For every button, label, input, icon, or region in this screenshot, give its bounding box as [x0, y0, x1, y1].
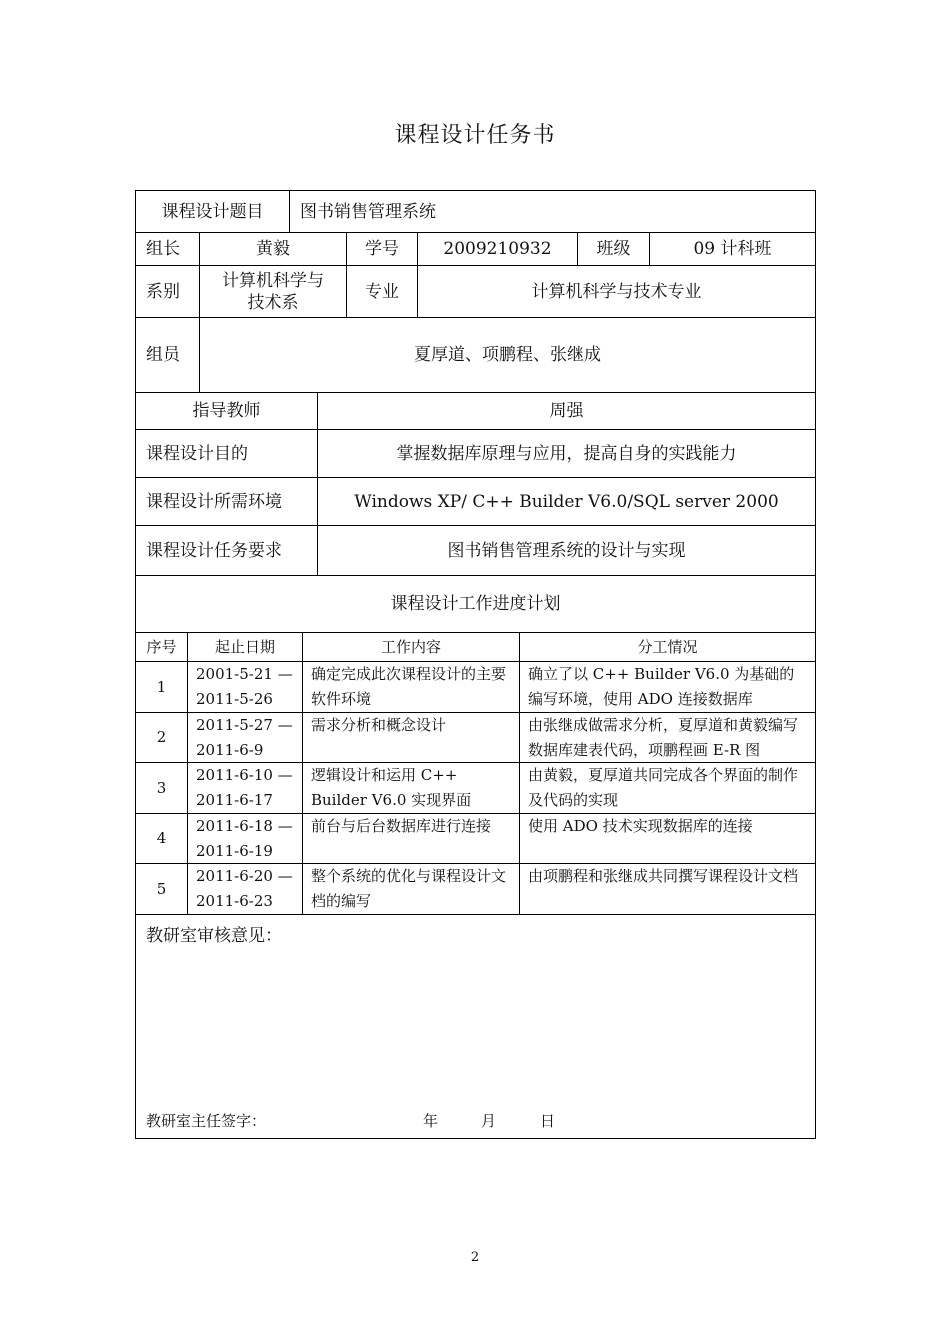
table-row: [135, 763, 816, 814]
teacher-label: 指导教师: [192, 401, 261, 421]
col-header-dates: 起止日期: [187, 633, 302, 661]
row-dates: [187, 814, 302, 863]
row-start: 2011-5-27 —: [196, 716, 293, 734]
col-header-division: 分工情况: [519, 633, 815, 661]
student-id-label: 学号: [346, 233, 417, 265]
purpose-row: [135, 430, 816, 478]
row-content: 整个系统的优化与课程设计文档的编写: [302, 864, 519, 914]
row-no: 5: [156, 879, 167, 898]
col-header-content: 工作内容: [302, 633, 519, 661]
requirements-row: [135, 526, 816, 576]
members-value: 夏厚道、项鹏程、张继成: [199, 318, 815, 392]
major-label: 专业: [346, 266, 417, 317]
student-id-value: 2009210932: [417, 233, 577, 265]
row-dates: [187, 864, 302, 914]
topic-label: 课程设计题目: [161, 201, 264, 222]
row-content: 前台与后台数据库进行连接: [302, 814, 519, 863]
table-row: [135, 662, 816, 713]
leader-row: [135, 233, 816, 266]
month-label: 月: [481, 1112, 497, 1130]
page-title: 课程设计任务书: [394, 123, 556, 148]
row-start: 2011-6-20 —: [196, 867, 293, 885]
topic-value: 图书销售管理系统: [289, 191, 815, 232]
review-section: [135, 915, 816, 1139]
year-label: 年: [423, 1112, 439, 1130]
row-no: 4: [156, 829, 167, 847]
row-end: 2011-6-19: [196, 842, 273, 860]
task-form-table: [135, 190, 816, 1139]
row-dates: [187, 713, 302, 762]
row-end: 2011-6-9: [196, 741, 264, 759]
table-row: [135, 814, 816, 864]
row-dates: [187, 662, 302, 712]
row-start: 2001-5-21 —: [196, 665, 293, 683]
dept-value: 计算机科学与技术系: [199, 266, 346, 317]
col-header-no: 序号: [146, 637, 177, 656]
row-division: 由项鹏程和张继成共同撰写课程设计文档: [519, 864, 815, 914]
day-label: 日: [540, 1112, 556, 1130]
teacher-value: 周强: [317, 393, 815, 429]
environment-value: Windows XP/ C++ Builder V6.0/SQL server 2000: [317, 478, 815, 525]
environment-label: 课程设计所需环境: [146, 491, 282, 512]
leader-label: 组长: [146, 239, 180, 259]
row-end: 2011-6-17: [196, 791, 273, 809]
row-division: 使用 ADO 技术实现数据库的连接: [519, 814, 815, 863]
row-end: 2011-6-23: [196, 892, 273, 910]
dept-row: [135, 266, 816, 318]
requirements-value: 图书销售管理系统的设计与实现: [317, 526, 815, 575]
teacher-row: [135, 393, 816, 430]
class-value: 09 计科班: [649, 233, 815, 265]
dept-label: 系别: [146, 281, 180, 302]
schedule-header-row: [135, 633, 816, 662]
row-no: 3: [156, 778, 167, 797]
row-division: 确立了以 C++ Builder V6.0 为基础的编写环境，使用 ADO 连接数据库: [519, 662, 815, 712]
environment-row: [135, 478, 816, 526]
table-row: [135, 864, 816, 915]
row-division: 由张继成做需求分析，夏厚道和黄毅编写数据库建表代码，项鹏程画 E-R 图: [519, 713, 815, 762]
signature-label: 教研室主任签字：: [146, 1112, 267, 1130]
schedule-heading: 课程设计工作进度计划: [390, 594, 561, 614]
row-content: 需求分析和概念设计: [302, 713, 519, 762]
row-start: 2011-6-10 —: [196, 766, 293, 784]
page-number: 2: [470, 1250, 480, 1265]
class-label: 班级: [577, 233, 649, 265]
row-end: 2011-5-26: [196, 690, 273, 708]
purpose-value: 掌握数据库原理与应用，提高自身的实践能力: [317, 430, 815, 477]
row-content: 确定完成此次课程设计的主要软件环境: [302, 662, 519, 712]
row-no: 1: [156, 677, 167, 696]
purpose-label: 课程设计目的: [146, 443, 248, 464]
signature-line: [146, 1110, 806, 1130]
table-row: [135, 713, 816, 763]
review-label: 教研室审核意见：: [146, 926, 282, 946]
leader-value: 黄毅: [199, 233, 346, 265]
members-label: 组员: [146, 345, 180, 365]
row-division: 由黄毅，夏厚道共同完成各个界面的制作及代码的实现: [519, 763, 815, 813]
row-no: 2: [156, 728, 167, 746]
schedule-heading-row: [135, 576, 816, 633]
topic-row: [135, 190, 816, 233]
row-start: 2011-6-18 —: [196, 817, 293, 835]
major-value: 计算机科学与技术专业: [417, 266, 815, 317]
members-row: [135, 318, 816, 393]
row-dates: [187, 763, 302, 813]
row-content: 逻辑设计和运用 C++ Builder V6.0 实现界面: [302, 763, 519, 813]
requirements-label: 课程设计任务要求: [146, 540, 282, 561]
